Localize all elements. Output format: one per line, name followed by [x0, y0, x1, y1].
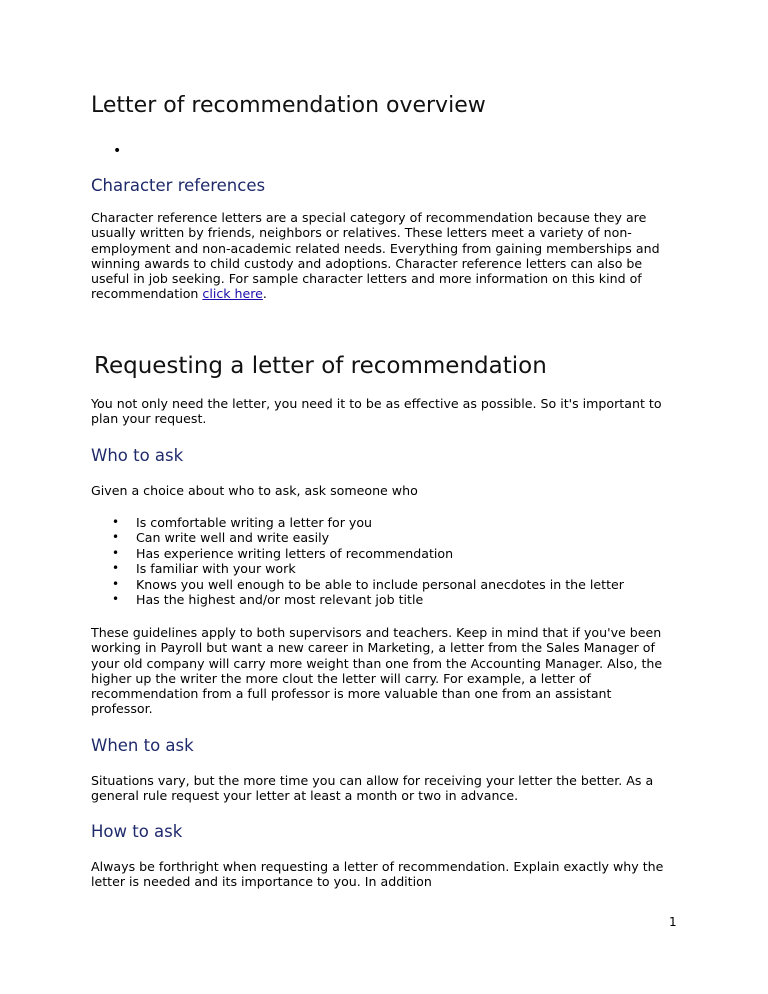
paragraph-line: You not only need the letter, you need it to be as effective as possible. So it's important to	[91, 396, 662, 411]
paragraph-line: professor.	[91, 701, 153, 717]
paragraph-line: Given a choice about who to ask, ask someone who	[91, 483, 418, 498]
bullet-icon: •	[112, 561, 120, 576]
paragraph-line: general rule request your letter at least a month or two in advance.	[91, 788, 519, 804]
requesting-title: Requesting a letter of recommendation	[94, 353, 547, 379]
who-to-ask-paragraph	[91, 625, 681, 717]
paragraph-line: your old company will carry more weight than one from the Accounting Manager. Also, the	[91, 655, 663, 671]
when-to-ask-heading: When to ask	[91, 736, 194, 755]
paragraph-line-last	[91, 286, 681, 301]
character-references-paragraph	[91, 210, 681, 302]
how-to-ask-paragraph	[91, 859, 681, 890]
paragraph-line: useful in job seeking. For sample character letters and more information on this kind of	[91, 271, 642, 287]
list-item: • Can write well and write easily	[112, 530, 330, 546]
paragraph-line: Always be forthright when requesting a letter of recommendation. Explain exactly why the	[91, 859, 664, 874]
bullet-icon: •	[112, 576, 120, 591]
link-prefix: recommendation	[91, 286, 203, 302]
paragraph-line: plan your request.	[91, 411, 207, 427]
bullet-icon: •	[112, 592, 120, 607]
paragraph-line: recommendation from a full professor is more valuable than one from an assistant	[91, 686, 612, 702]
paragraph-line: letter is needed and its importance to you. In addition	[91, 874, 432, 890]
paragraph-line: These guidelines apply to both supervisors and teachers. Keep in mind that if you've been	[91, 625, 662, 640]
paragraph-line: usually written by friends, neighbors or relatives. These letters meet a variety of non-	[91, 225, 632, 241]
bullet-icon: •	[112, 530, 120, 545]
link-suffix: .	[262, 286, 267, 302]
list-item: • Knows you well enough to be able to include personal anecdotes in the letter	[112, 576, 624, 592]
paragraph-line: Character reference letters are a special category of recommendation because they are	[91, 210, 647, 225]
who-to-ask-heading: Who to ask	[91, 446, 184, 465]
paragraph-line: employment and non-academic related needs. Everything from gaining memberships and	[91, 240, 660, 256]
paragraph-line: working in Payroll but want a new career in Marketing, a letter from the Sales Manager of	[91, 640, 655, 656]
when-to-ask-paragraph	[91, 773, 681, 804]
empty-bullet: •	[113, 143, 122, 159]
paragraph-line: Situations vary, but the more time you can allow for receiving your letter the better. As a	[91, 773, 654, 788]
who-to-ask-list	[112, 515, 624, 607]
character-references-heading: Character references	[91, 176, 266, 195]
paragraph-line: higher up the writer the more clout the letter will carry. For example, a letter of	[91, 670, 591, 686]
list-item: • Is comfortable writing a letter for you	[112, 515, 373, 530]
requesting-paragraph	[91, 396, 681, 427]
bullet-icon: •	[112, 545, 120, 560]
who-to-ask-intro	[91, 483, 681, 498]
list-item: • Has the highest and/or most relevant job title	[112, 592, 424, 608]
paragraph-line: winning awards to child custody and adoptions. Character reference letters can also be	[91, 255, 643, 271]
page-number: 1	[669, 915, 677, 929]
bullet-icon: •	[112, 515, 120, 529]
overview-title: Letter of recommendation overview	[91, 93, 486, 118]
list-item: • Is familiar with your work	[112, 561, 296, 577]
list-item: • Has experience writing letters of recommendation	[112, 545, 454, 561]
click-here-link[interactable]: click here	[202, 286, 263, 302]
how-to-ask-heading: How to ask	[91, 822, 183, 841]
